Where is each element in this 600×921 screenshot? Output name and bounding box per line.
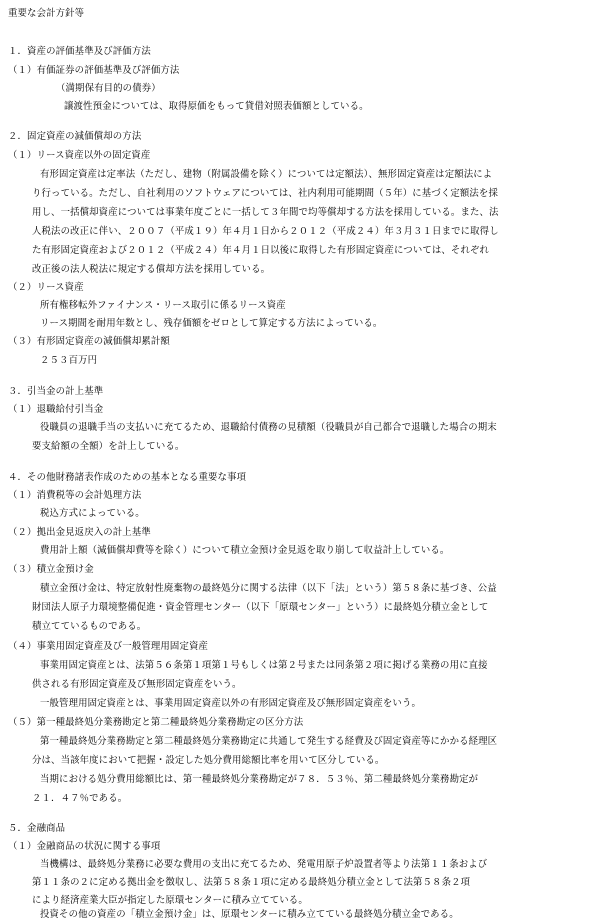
paragraph-line: 事業用固定資産とは、法第５６条第１項第１号もしくは第２号または同条第２項に掲げる業務の用に直接 xyxy=(40,660,488,671)
paragraph-line: 第１１条の２に定める拠出金を徴収し、法第５８条１項に定める最終処分積立金として法第５８条２項 xyxy=(32,877,471,888)
section-4-sub-2-body: 費用計上額（減価償却費等を除く）について積立金預け金見返を取り崩して収益計上している。 xyxy=(40,545,450,556)
paragraph-line: 積立金預け金は、特定放射性廃棄物の最終処分に関する法律（以下「法」という）第５８条に基づき、公益 xyxy=(40,583,497,594)
section-4-sub-1-heading: （１）消費税等の会計処理方法 xyxy=(8,490,142,501)
paragraph-line: ２１．４７％である。 xyxy=(32,793,128,804)
paragraph-line: 用し、一括償却資産については事業年度ごとに一括して３年間で均等償却する方法を採用している。また、法 xyxy=(32,207,499,218)
section-2-sub-3-value: ２５３百万円 xyxy=(40,355,98,366)
section-5-heading: ５．金融商品 xyxy=(8,823,66,834)
section-4-sub-3-heading: （３）積立金預け金 xyxy=(8,564,94,575)
section-2-heading: ２．固定資産の減価償却の方法 xyxy=(8,131,142,142)
section-1-heading: １．資産の評価基準及び評価方法 xyxy=(8,46,151,57)
section-4-sub-1-body: 税込方式によっている。 xyxy=(40,508,145,519)
section-4-sub-4-heading: （４）事業用固定資産及び一般管理用固定資産 xyxy=(8,641,209,652)
paragraph-line: 改正後の法人税法に規定する償却方法を採用している。 xyxy=(32,264,271,275)
section-2-sub-2-heading: （２）リース資産 xyxy=(8,282,84,293)
paragraph-line: 財団法人原子力環境整備促進・資金管理センター（以下「原環センター」という）に最終処分積立金として xyxy=(32,602,489,613)
paragraph-line: 分は、当該年度において把握・設定した処分費用総額比率を用いて区分している。 xyxy=(32,755,385,766)
paragraph-line: り行っている。ただし、自社利用のソフトウェアについては、社内利用可能期間（５年）に基づく定額法を採 xyxy=(32,188,498,199)
section-1-sub-1-body: 譲渡性預金については、取得原価をもって貸借対照表価額としている。 xyxy=(64,101,369,112)
paragraph-line: 有形固定資産は定率法（ただし、建物（附属設備を除く）については定額法）、無形固定資産は定額法によ xyxy=(40,169,493,180)
document-title: 重要な会計方針等 xyxy=(8,8,85,19)
section-4-sub-5-heading: （５）第一種最終処分業務勘定と第二種最終処分業務勘定の区分方法 xyxy=(8,717,304,728)
paragraph-line: リース期間を耐用年数とし、残存価額をゼロとして算定する方法によっている。 xyxy=(40,318,383,329)
paragraph-line: 第一種最終処分業務勘定と第二種最終処分業務勘定に共通して発生する経費及び固定資産等にかかる経理区 xyxy=(40,736,498,747)
paragraph-line: 当機構は、最終処分業務に必要な費用の支出に充てるため、発電用原子炉設置者等より法第１１条および xyxy=(40,859,488,870)
section-4-sub-2-heading: （２）拠出金見返戻入の計上基準 xyxy=(8,527,151,538)
paragraph-line: により経済産業大臣が指定した原環センターに積み立てている。 xyxy=(32,895,308,906)
section-3-heading: ３．引当金の計上基準 xyxy=(8,386,104,397)
section-2-sub-1-heading: （１）リース資産以外の固定資産 xyxy=(8,150,151,161)
section-5-sub-1-heading: （１）金融商品の状況に関する事項 xyxy=(8,841,161,852)
paragraph-line: 所有権移転外ファイナンス・リース取引に係るリース資産 xyxy=(40,300,286,311)
paragraph-line: 役職員の退職手当の支払いに充てるため、退職給付債務の見積額（役職員が自己都合で退職した場合の期末 xyxy=(40,422,497,433)
paragraph-line: 当期における処分費用総額比は、第一種最終処分業務勘定が７８．５３％、第二種最終処分業務勘定が xyxy=(40,774,479,785)
paragraph-line: た有形固定資産および２０１２（平成２４）年４月１日以後に取得した有形固定資産については、それぞれ xyxy=(32,245,490,256)
paragraph-line: 積立てているものである。 xyxy=(32,621,147,632)
paragraph-line: 供される有形固定資産及び無形固定資産をいう。 xyxy=(32,679,242,690)
paragraph-line: 人税法の改正に伴い、２００７（平成１９）年４月１日から２０１２（平成２４）年３月３１日までに取得し xyxy=(32,226,499,237)
paragraph-line: 要支給額の全額）を計上している。 xyxy=(32,441,185,452)
section-4-heading: ４．その他財務諸表作成のための基本となる重要な事項 xyxy=(8,472,247,483)
section-3-sub-1-heading: （１）退職給付引当金 xyxy=(8,404,104,415)
section-1-sub-1-heading: （１）有価証券の評価基準及び評価方法 xyxy=(8,65,180,76)
section-1-sub-1-note: （満期保有目的の債券） xyxy=(56,83,161,94)
paragraph-line: 投資その他の資産の「積立金預け金」は、原環センターに積み立てている最終処分積立金である。 xyxy=(40,909,459,920)
paragraph-line: 一般管理用固定資産とは、事業用固定資産以外の有形固定資産及び無形固定資産をいう。 xyxy=(40,698,422,709)
section-2-sub-3-heading: （３）有形固定資産の減価償却累計額 xyxy=(8,336,170,347)
